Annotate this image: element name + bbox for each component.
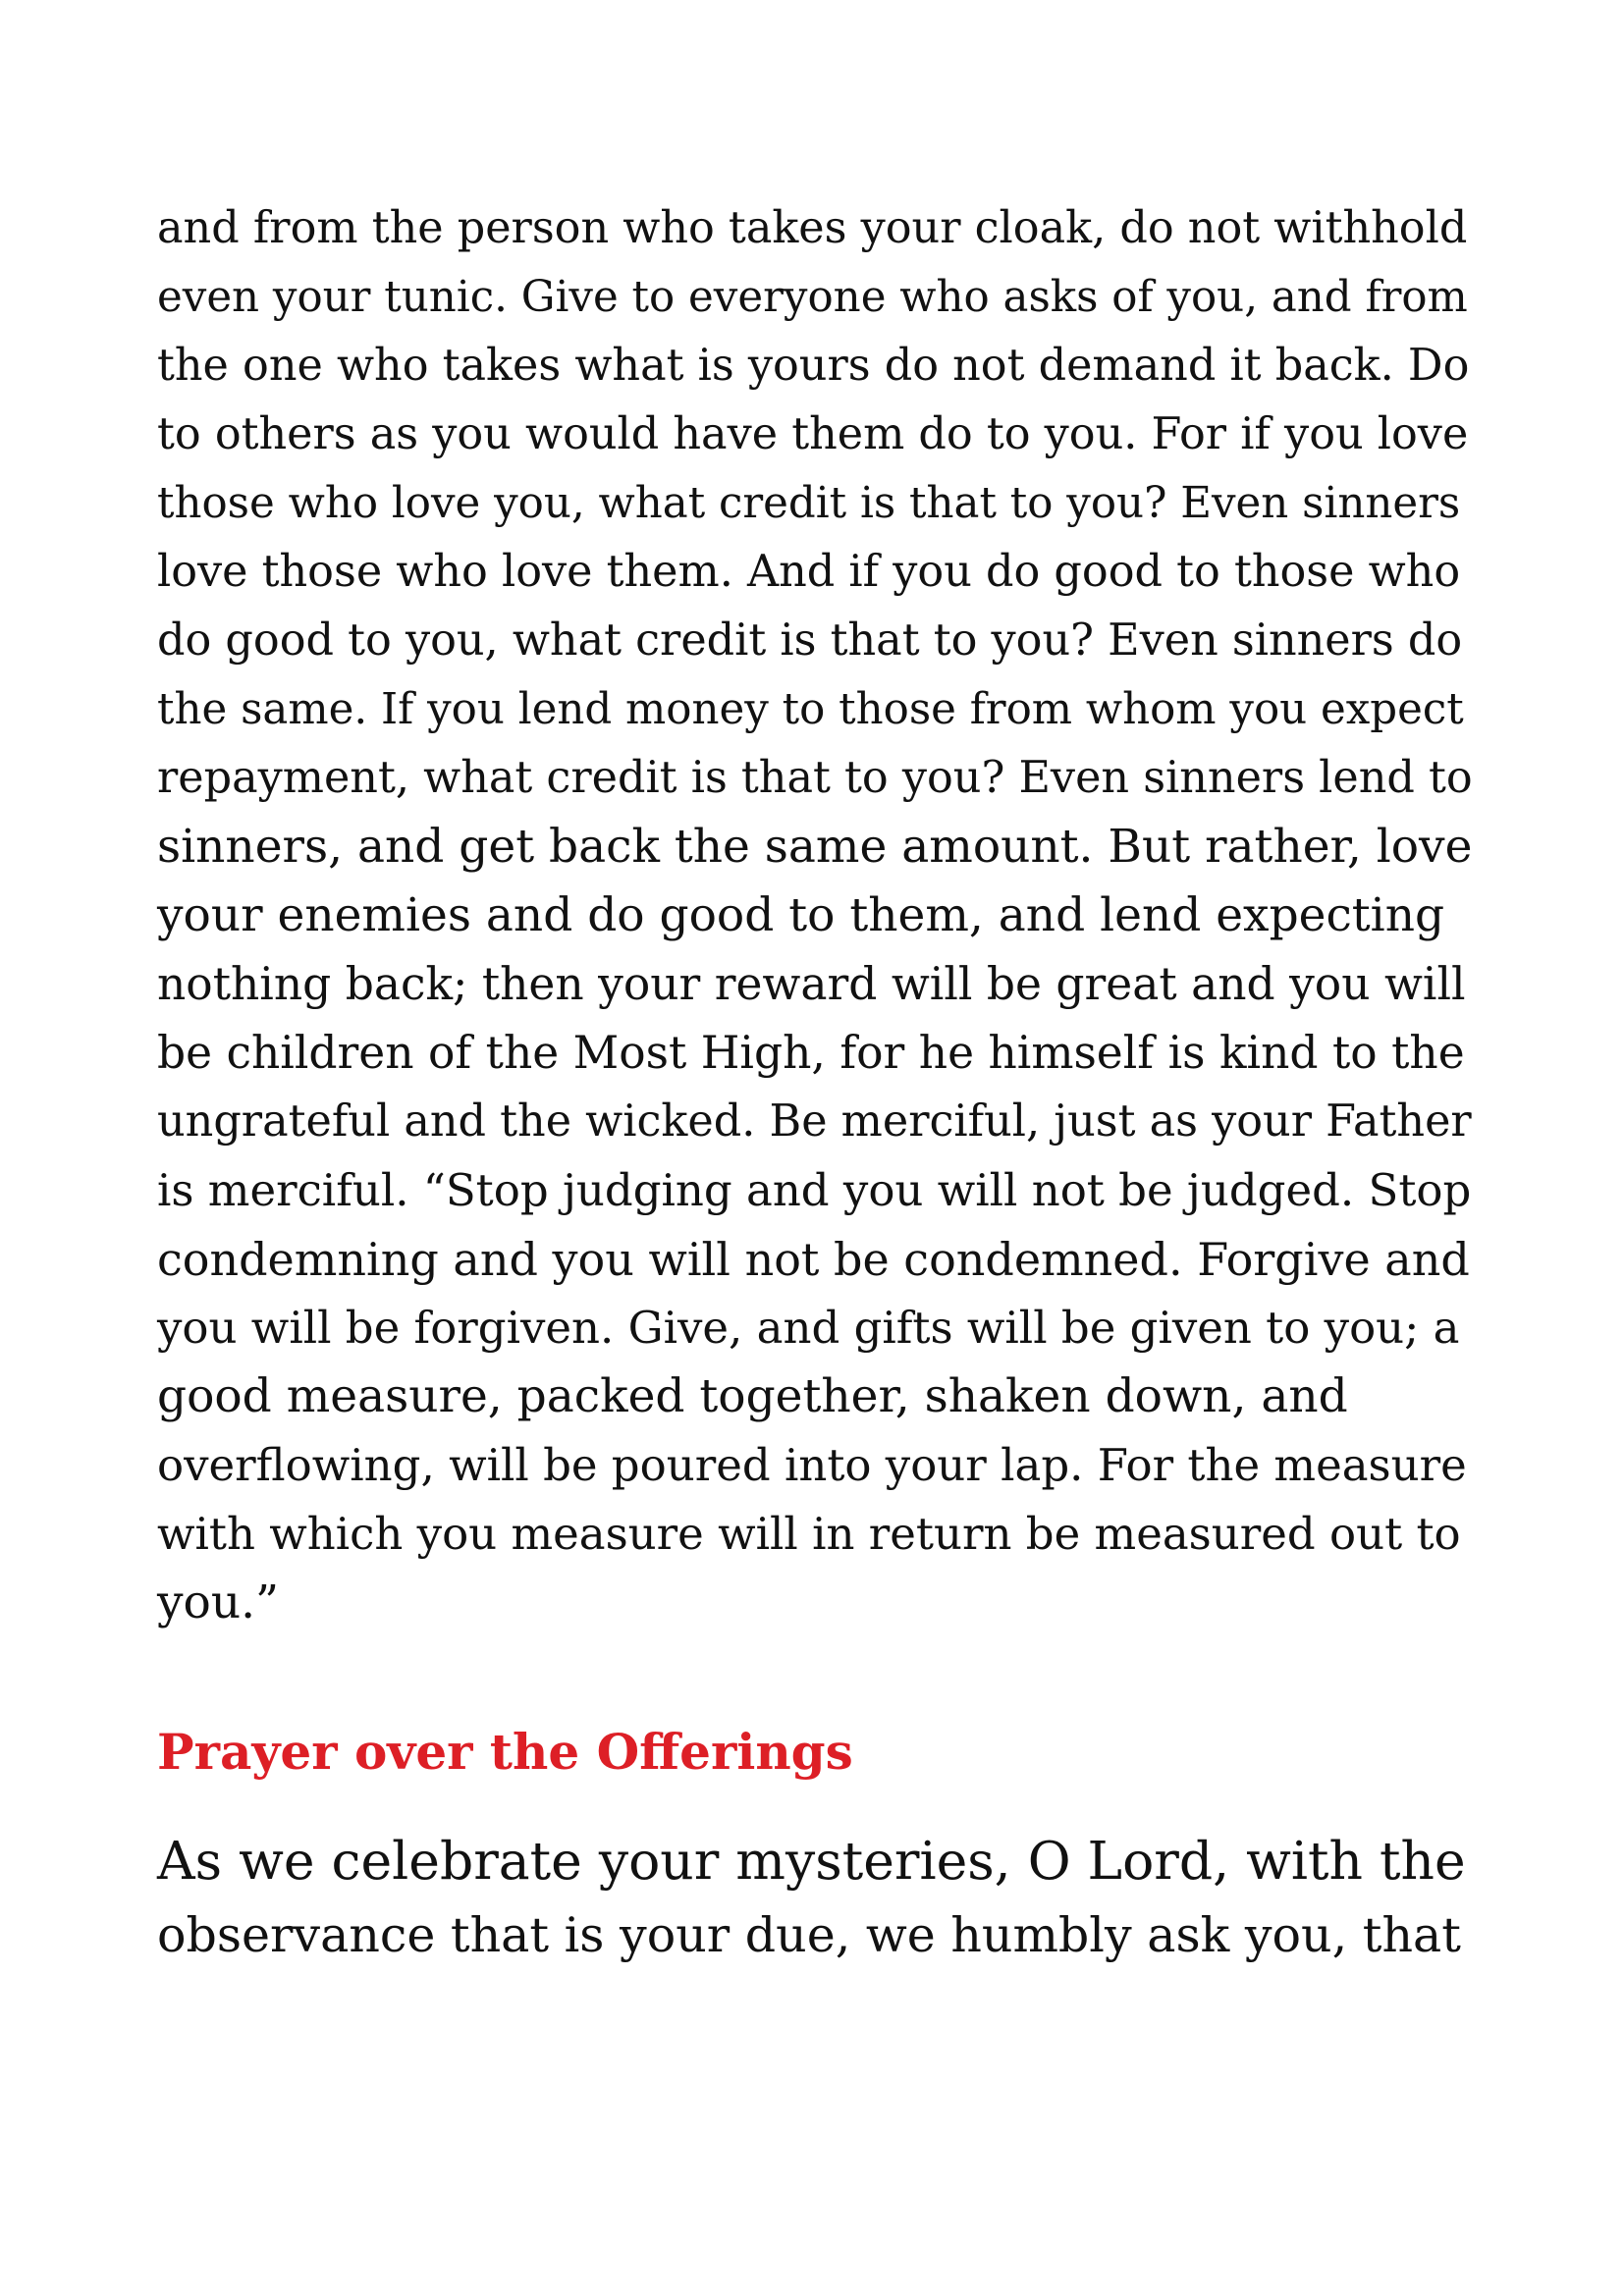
prayer-line: As we celebrate your mysteries, O Lord, with the xyxy=(157,1830,1466,1892)
reading-line: the same. If you lend money to those from whom you expect xyxy=(157,685,1464,734)
reading-line: good measure, packed together, shaken down, and xyxy=(157,1369,1348,1423)
reading-line: condemning and you will not be condemned. Forgive and xyxy=(157,1233,1470,1286)
reading-line: even your tunic. Give to everyone who asks of you, and from xyxy=(157,273,1468,322)
reading-line: you will be forgiven. Give, and gifts will be given to you; a xyxy=(157,1302,1460,1354)
reading-line: sinners, and get back the same amount. But rather, love xyxy=(157,820,1473,874)
reading-line: is merciful. “Stop judging and you will not be judged. Stop xyxy=(157,1164,1472,1216)
reading-line: overflowing, will be poured into your lap. For the measure xyxy=(157,1439,1467,1491)
gospel-reading-text xyxy=(157,194,1473,1637)
reading-line: to others as you would have them do to you. For if you love xyxy=(157,409,1469,459)
reading-line: ungrateful and the wicked. Be merciful, just as your Father xyxy=(157,1096,1472,1147)
reading-line: repayment, what credit is that to you? Even sinners lend to xyxy=(157,753,1473,803)
reading-line: you.” xyxy=(157,1575,280,1629)
section-heading: Prayer over the Offerings xyxy=(157,1723,853,1781)
reading-line: your enemies and do good to them, and lend expecting xyxy=(157,888,1445,942)
prayer-line: observance that is your due, we humbly ask you, that xyxy=(157,1907,1461,1963)
reading-line: those who love you, what credit is that to you? Even sinners xyxy=(157,479,1461,528)
prayer-text xyxy=(157,1824,1473,1973)
reading-line: nothing back; then your reward will be great and you will xyxy=(157,958,1466,1010)
reading-line: love those who love them. And if you do good to those who xyxy=(157,547,1461,597)
reading-line: be children of the Most High, for he himself is kind to the xyxy=(157,1027,1465,1079)
reading-line: and from the person who takes your cloak, do not withhold xyxy=(157,203,1468,253)
reading-line: do good to you, what credit is that to you? Even sinners do xyxy=(157,615,1463,666)
reading-line: the one who takes what is yours do not demand it back. Do xyxy=(157,341,1470,391)
reading-line: with which you measure will in return be measured out to xyxy=(157,1508,1461,1560)
